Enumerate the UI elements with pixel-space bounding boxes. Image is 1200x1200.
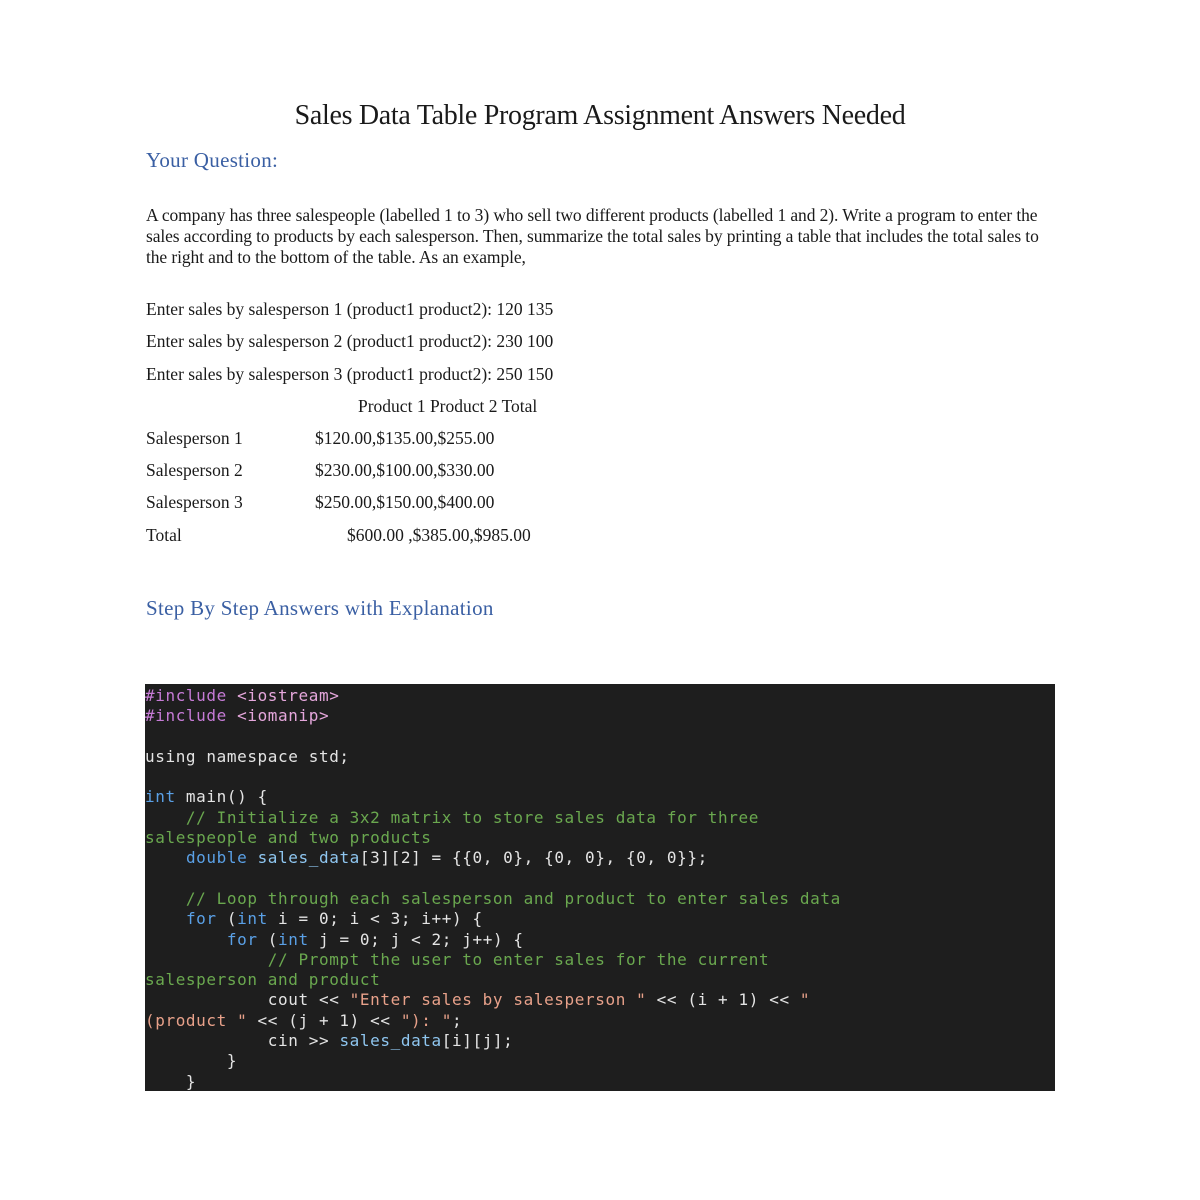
code-token: sales_data: [257, 848, 360, 868]
code-token: #include: [145, 706, 238, 726]
row-values: $250.00,$150.00,$400.00: [315, 492, 495, 512]
question-paragraph: A company has three salespeople (labelled 1 to 3) who sell two different products (labelled 1 and 2). Write a program to enter the sales according to products by each salesperson. Then, summarize the total sales by printing a table that includes the total sales to the right and to the bottom of the table. As an example,: [146, 205, 1039, 267]
table-header: Product 1 Product 2 Total: [358, 396, 538, 416]
code-line: [145, 828, 1055, 848]
code-token: (product ": [145, 1010, 248, 1030]
code-line: [145, 1051, 1055, 1071]
code-line: [145, 990, 1055, 1010]
code-token: (: [216, 909, 238, 929]
code-token: cin >>: [145, 1031, 340, 1051]
code-line: [145, 1031, 1055, 1051]
row-label: Salesperson 2: [146, 460, 243, 480]
code-token: // Loop through each salesperson and product to enter sales data: [145, 888, 841, 908]
code-token: cout <<: [145, 990, 350, 1010]
code-token: using namespace std;: [145, 746, 350, 766]
code-listing: [145, 684, 1055, 1091]
total-label: Total: [146, 525, 182, 545]
code-token: ;: [452, 1010, 463, 1030]
example-input-line: Enter sales by salesperson 2 (product1 product2): 230 100: [146, 331, 554, 351]
code-token: [145, 930, 227, 949]
code-token: << (i + 1) <<: [646, 990, 800, 1010]
code-token: "): ": [400, 1010, 452, 1030]
code-line: [145, 889, 1055, 909]
code-token: main() {: [175, 787, 268, 807]
row-label: Salesperson 3: [146, 492, 243, 512]
row-label: Salesperson 1: [146, 428, 243, 448]
code-token: [145, 909, 186, 928]
code-token: for: [226, 929, 258, 949]
code-token: for: [185, 909, 217, 929]
code-line: [145, 869, 1055, 889]
code-line: [145, 1011, 1055, 1031]
question-heading: Your Question:: [146, 148, 279, 172]
code-token: double: [185, 848, 248, 868]
code-token: #include: [145, 686, 238, 705]
code-token: // Initialize a 3x2 matrix to store sales data for three: [145, 807, 759, 827]
code-token: <iomanip>: [237, 706, 330, 726]
code-token: << (j + 1) <<: [247, 1010, 401, 1030]
code-line: [145, 727, 1055, 747]
code-token: sales_data: [339, 1031, 442, 1051]
example-input-line: Enter sales by salesperson 3 (product1 product2): 250 150: [146, 364, 554, 384]
code-block: [145, 684, 1055, 1091]
code-line: [145, 1072, 1055, 1091]
code-line: [145, 970, 1055, 990]
code-token: "Enter sales by salesperson ": [349, 990, 647, 1010]
code-token: [247, 848, 257, 867]
code-token: }: [145, 1051, 238, 1071]
code-token: int: [237, 909, 268, 929]
code-token: ": [799, 990, 811, 1010]
code-token: [3][2] = {{0, 0}, {0, 0}, {0, 0}};: [359, 848, 708, 868]
code-line: [145, 706, 1055, 726]
total-values: $600.00 ,$385.00,$985.00: [347, 525, 531, 545]
code-token: salesperson and product: [145, 970, 381, 990]
code-line: [145, 767, 1055, 787]
code-token: <iostream>: [237, 686, 340, 705]
code-token: salespeople and two products: [145, 828, 432, 848]
code-line: [145, 686, 1055, 706]
code-line: [145, 808, 1055, 828]
code-token: int: [145, 787, 176, 807]
code-token: (: [257, 929, 279, 949]
code-line: [145, 950, 1055, 970]
code-token: }: [145, 1071, 197, 1091]
code-line: [145, 747, 1055, 767]
code-line: [145, 909, 1055, 929]
code-token: [145, 848, 186, 867]
code-token: // Prompt the user to enter sales for the current: [145, 949, 770, 969]
code-token: [i][j];: [441, 1031, 514, 1051]
code-token: j = 0; j < 2; j++) {: [308, 929, 524, 949]
code-token: i = 0; i < 3; i++) {: [267, 909, 483, 929]
row-values: $120.00,$135.00,$255.00: [315, 428, 495, 448]
answers-heading: Step By Step Answers with Explanation: [146, 596, 494, 620]
code-line: [145, 787, 1055, 807]
example-input-line: Enter sales by salesperson 1 (product1 product2): 120 135: [146, 299, 554, 319]
row-values: $230.00,$100.00,$330.00: [315, 460, 495, 480]
code-line: [145, 930, 1055, 950]
code-token: int: [278, 929, 309, 949]
code-line: [145, 848, 1055, 868]
page-title: Sales Data Table Program Assignment Answers Needed: [294, 100, 906, 131]
